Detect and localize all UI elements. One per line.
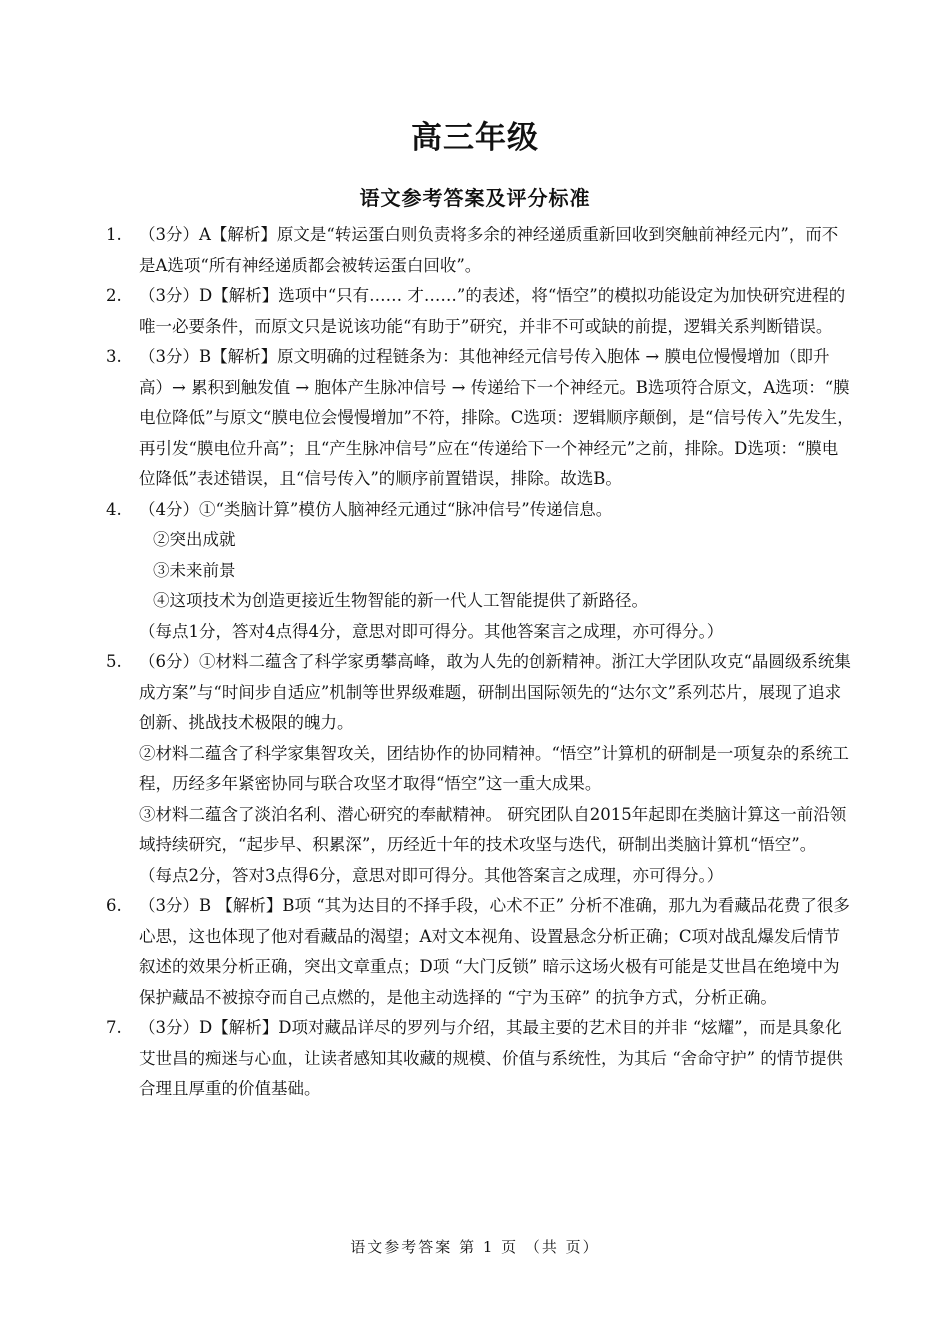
item-text: （3分）D【解析】选项中“只有…… 才……”的表述，将“悟空”的模拟功能设定为加快研究进程的唯一必要条件，而原文只是说该功能“有助于”研究，并非不可或缺的前提，逻辑关系判断错误。: [139, 286, 846, 336]
item-text: （3分）B【解析】原文明确的过程链条为：其他神经元信号传入胞体 → 膜电位慢慢增加（即升高）→ 累积到触发值 → 胞体产生脉冲信号 → 传递给下一个神经元。B选项符合原文，A选项：“膜电位降低”与原文“膜电位会慢慢增加”不符，排除。C选项：逻辑顺序颠倒，是“信号传入”先发生，再引发“膜电位升高”；且“产生脉冲信号”应在“传递给下一个神经元”之前，排除。D选项：“膜电位降低”表述错误，且“信号传入”的顺序前置错误，排除。故选B。: [139, 347, 854, 488]
item-number: 3.: [106, 347, 122, 366]
sub-point: ②突出成就: [153, 530, 236, 549]
page-title: 高三年级: [411, 120, 539, 156]
item-text: ③材料二蕴含了淡泊名利、潜心研究的奉献精神。 研究团队自2015年起即在类脑计算这一前沿领域持续研究，“起步早、积累深”，历经近十年的技术攻坚与迭代，研制出类脑计算机“悟空”。: [139, 804, 847, 854]
page-footer: 语文参考答案 第 1 页 （共 页）: [350, 1238, 600, 1256]
item-number: 1.: [106, 225, 122, 244]
answer-item-1: [106, 220, 854, 281]
item-text: （3分）D【解析】D项对藏品详尽的罗列与介绍，其最主要的艺术目的并非 “炫耀”，而是具象化艾世昌的痴迷与心血，让读者感知其收藏的规模、价值与系统性，为其后 “舍命守护” 的情节提供合理且厚重的价值基础。: [139, 1018, 843, 1098]
page-subtitle: 语文参考答案及评分标准: [359, 186, 591, 210]
answer-item-5: [106, 647, 854, 891]
item-number: 6.: [106, 896, 122, 915]
item-number: 7.: [106, 1018, 122, 1037]
item-text: （4分）①“类脑计算”模仿人脑神经元通过“脉冲信号”传递信息。: [139, 499, 613, 519]
answer-item-4: [106, 495, 854, 648]
scoring-note: （每点1分，答对4点得4分，意思对即可得分。其他答案言之成理，亦可得分。）: [139, 621, 724, 641]
answer-item-7: [106, 1013, 854, 1105]
item-text: （6分）①材料二蕴含了科学家勇攀高峰，敢为人先的创新精神。浙江大学团队攻克“晶圆级系统集成方案”与“时间步自适应”机制等世界级难题，研制出国际领先的“达尔文”系列芯片，展现了追求创新、挑战技术极限的魄力。: [139, 652, 851, 732]
item-number: 2.: [106, 286, 122, 305]
sub-point: ④这项技术为创造更接近生物智能的新一代人工智能提供了新路径。: [153, 591, 648, 610]
item-text: （3分）A【解析】原文是“转运蛋白则负责将多余的神经递质重新回收到突触前神经元内”，而不是A选项“所有神经递质都会被转运蛋白回收”。: [139, 225, 839, 275]
answer-item-6: [106, 891, 854, 1013]
item-text: （3分）B 【解析】B项 “其为达目的不择手段，心术不正” 分析不准确，那九为看藏品花费了很多心思，这也体现了他对看藏品的渴望；A对文本视角、设置悬念分析正确；C项对战乱爆发后情节叙述的效果分析正确，突出文章重点；D项 “大门反锁” 暗示这场火极有可能是艾世昌在绝境中为保护藏品不被掠夺而自己点燃的，是他主动选择的 “宁为玉碎” 的抗争方式，分析正确。: [139, 896, 850, 1007]
item-number: 5.: [106, 652, 122, 671]
answer-item-3: [106, 342, 854, 495]
item-number: 4.: [106, 499, 122, 519]
item-text: ②材料二蕴含了科学家集智攻关，团结协作的协同精神。“悟空”计算机的研制是一项复杂的系统工程，历经多年紧密协同与联合攻坚才取得“悟空”这一重大成果。: [139, 743, 849, 793]
sub-point: ③未来前景: [153, 560, 236, 580]
scoring-note: （每点2分，答对3点得6分，意思对即可得分。其他答案言之成理，亦可得分。）: [139, 865, 724, 885]
answer-list: [106, 220, 854, 1105]
answer-item-2: [106, 281, 854, 342]
